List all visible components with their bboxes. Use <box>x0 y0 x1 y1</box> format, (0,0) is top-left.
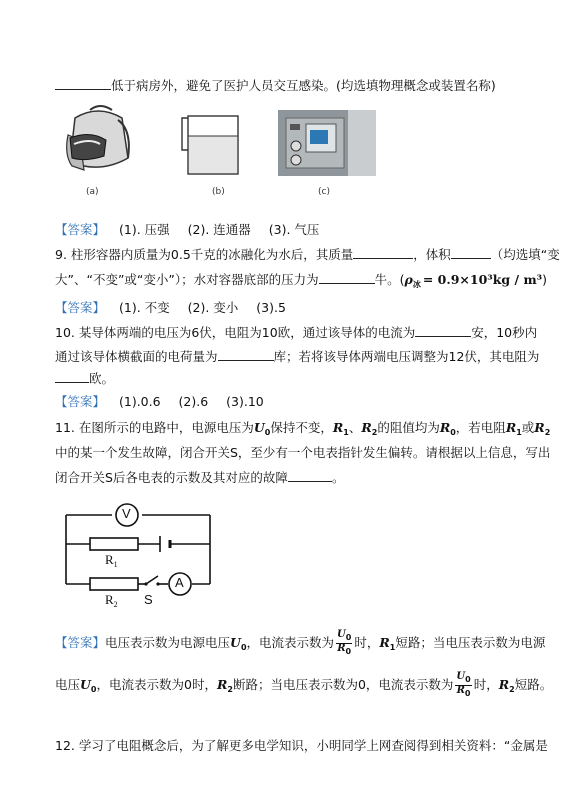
answer-blank <box>218 348 274 361</box>
ammeter-label: A <box>175 575 184 590</box>
q9-answer <box>55 300 286 316</box>
q9-line-1 <box>55 246 560 263</box>
answer-blank <box>415 324 471 337</box>
caption-c: (c) <box>318 187 330 197</box>
symbol-sub: 0 <box>90 685 97 694</box>
circuit-diagram <box>60 500 220 615</box>
answer-tag: 【答案】 <box>55 394 106 409</box>
symbol-sub: 0 <box>240 643 247 652</box>
answer-blank <box>451 246 491 259</box>
answer-blank <box>353 246 413 259</box>
answer-text: ，电流表示数为0时， <box>96 677 217 692</box>
symbol-sub: 1 <box>343 428 349 437</box>
symbol-sub: 1 <box>516 428 522 437</box>
q11-line-2: 中的某一个发生故障，闭合开关S，至少有一个电表指针发生偏转。请根据以上信息，写出 <box>55 445 551 460</box>
answer-text: 短路；当电压表示数为电源 <box>395 635 546 650</box>
symbol-r1: R <box>332 420 344 435</box>
q11-text: 闭合开关S后各电表的示数及其对应的故障 <box>55 470 288 485</box>
symbol-r0: R <box>439 420 451 435</box>
caption-a: (a) <box>86 187 99 197</box>
symbol-u: U <box>230 635 241 650</box>
q9-text: 大”、“不变”或“变小”）；水对容器底部的压力为 <box>55 272 319 287</box>
symbol-sub: 2 <box>371 428 378 437</box>
symbol-r2: R <box>361 420 372 435</box>
answer-1: (1). 不变 <box>119 300 170 315</box>
q12-line-1: 12. 学习了电阻概念后，为了解更多电学知识，小明同学上网查阅得到相关资料：“金属是 <box>55 738 548 753</box>
q11-line-3: 闭合开关S后各电表的示数及其对应的故障 。 <box>55 470 345 485</box>
r2-label: $R_2$ <box>105 592 118 609</box>
symbol-sub: 0 <box>450 428 456 437</box>
q10-text: 10. 某导体两端的电压为6伏，电阻为10欧，通过该导体的电流为 <box>55 325 416 340</box>
q11-text: 的阻值均为 <box>377 420 440 435</box>
answer-text: ，电流表示数为 <box>246 635 335 650</box>
q10-text: 欧。 <box>89 371 115 386</box>
answer-blank <box>288 469 332 482</box>
q8-tail-line <box>55 77 496 94</box>
answer-3: (3). 气压 <box>268 222 320 237</box>
switch-label: S <box>144 592 153 607</box>
symbol-r2: R <box>534 420 545 435</box>
q10-line-2 <box>55 348 539 365</box>
answer-3: (3).5 <box>256 300 286 315</box>
caption-b: (b) <box>212 187 225 197</box>
answer-1: (1).0.6 <box>119 394 161 409</box>
answer-blank <box>55 370 89 383</box>
answer-text: 短路。 <box>514 677 553 692</box>
q11-text: 保持不变， <box>270 420 333 435</box>
answer-blank <box>55 77 111 90</box>
answer-tag: 【答案】 <box>55 300 106 315</box>
symbol-r1: R <box>505 420 517 435</box>
q11-text: 或 <box>521 420 535 435</box>
q9-line-2 <box>55 271 547 293</box>
image-a-backpack <box>60 100 135 180</box>
q10-answer <box>55 394 264 410</box>
r1-label: $R_1$ <box>105 552 118 569</box>
voltmeter-label: V <box>122 506 131 521</box>
answer-tag: 【答案】 <box>55 635 106 650</box>
q8-tail-text: 低于病房外，避免了医护人员交互感染。(均选填物理概念或装置名称) <box>111 78 496 93</box>
q11-text: ，若电阻 <box>455 420 506 435</box>
symbol-sub: 2 <box>544 428 551 437</box>
answer-3: (3).10 <box>226 394 264 409</box>
symbol-u: U <box>80 677 91 692</box>
answer-2: (2).6 <box>178 394 209 409</box>
fraction-u0-r0: $\frac{U_0}{R_0}$ <box>456 671 471 698</box>
answer-text: 电压 <box>55 677 81 692</box>
q9-text: 9. 柱形容器内质量为0.5千克的冰融化为水后，其质量 <box>55 247 354 262</box>
q10-line-1 <box>55 324 537 341</box>
symbol-sub: 0 <box>264 428 271 437</box>
q9-text: ，体积 <box>413 247 451 262</box>
symbol-sub: 2 <box>509 685 515 694</box>
formula-value: = 0.9×10³kg / m³ <box>422 272 543 287</box>
answer-text: 断路；当电压表示数为0，电流表示数为 <box>232 677 454 692</box>
q8-answer <box>55 222 319 238</box>
symbol-u: U <box>253 420 265 435</box>
answer-tag: 【答案】 <box>55 222 106 237</box>
q11-line-1 <box>55 420 550 441</box>
symbol-r1: R <box>379 635 390 650</box>
image-b-container <box>180 110 250 178</box>
answer-2: (2). 连通器 <box>187 222 251 237</box>
q9-text: （均选填“变 <box>490 247 560 262</box>
q11-answer-line-1 <box>55 630 545 659</box>
answer-blank <box>319 271 375 284</box>
q9-text: ) <box>542 272 548 287</box>
q10-text: 安，10秒内 <box>471 325 538 340</box>
fraction-u0-r0: $\frac{U_0}{R_0}$ <box>337 629 352 656</box>
answer-text: 电压表示数为电源电压 <box>105 635 231 650</box>
answer-1: (1). 压强 <box>119 222 170 237</box>
q11-answer-line-2 <box>55 672 552 701</box>
q11-text: 11. 在图所示的电路中，电源电压为 <box>55 420 254 435</box>
answer-2: (2). 变小 <box>187 300 239 315</box>
answer-text: 时， <box>473 677 499 692</box>
q10-text: 通过该导体横截面的电荷量为 <box>55 349 218 364</box>
q11-text: 、 <box>348 420 362 435</box>
formula-sub: 冰 <box>412 280 421 289</box>
symbol-sub: 2 <box>227 685 233 694</box>
q10-line-3 <box>55 370 114 387</box>
formula-rho: ρ <box>404 272 413 287</box>
symbol-sub: 1 <box>389 643 396 652</box>
q9-text: 牛。( <box>374 272 405 287</box>
q10-text: 库；若将该导体两端电压调整为12伏，其电阻为 <box>273 349 540 364</box>
symbol-r2: R <box>216 677 228 692</box>
answer-text: 时， <box>354 635 380 650</box>
image-c-pressure-panel <box>278 110 376 176</box>
symbol-r2: R <box>498 677 510 692</box>
